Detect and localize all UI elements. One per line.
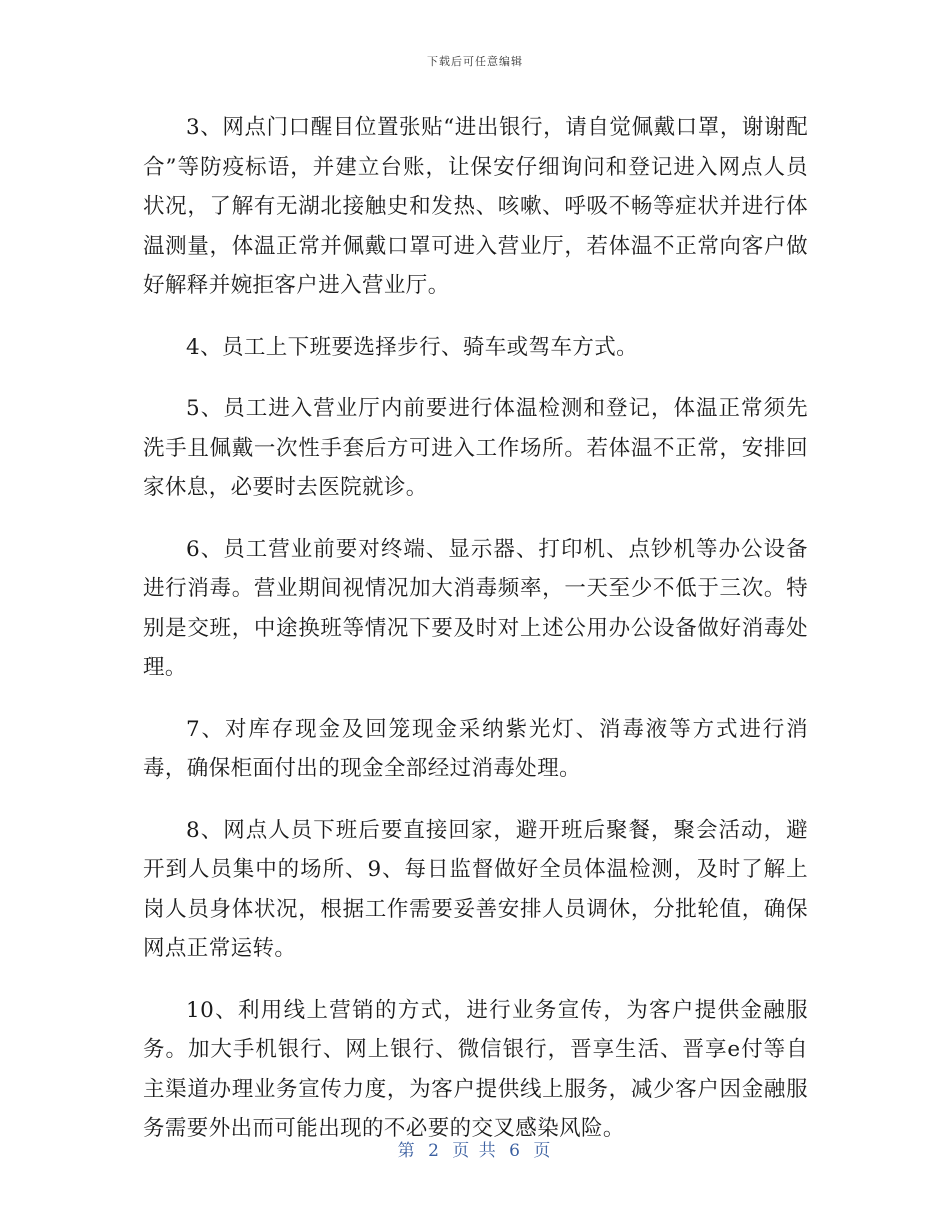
current-page-number: 2 — [428, 1141, 441, 1161]
paragraph-item-10: 10、利用线上营销的方式，进行业务宣传，为客户提供金融服务。加大手机银行、网上银行、微信银行，晋享生活、晋享e付等自主渠道办理业务宣传力度，为客户提供线上服务，减少客户因金融服务需要外出而可能出现的不必要的交叉感染风险。 — [143, 997, 808, 1141]
total-pages-number: 6 — [509, 1141, 522, 1161]
page-header: 下载后可任意编辑 — [427, 55, 523, 68]
document-body — [143, 108, 808, 1171]
footer-middle: 页 共 — [452, 1141, 498, 1161]
footer-suffix: 页 — [533, 1141, 553, 1161]
paragraph-item-3: 3、网点门口醒目位置张贴“进出银行，请自觉佩戴口罩，谢谢配合”等防疫标语，并建立台账，让保安仔细询问和登记进入网点人员状况，了解有无湖北接触史和发热、咳嗽、呼吸不畅等症状并进行体温测量，体温正常并佩戴口罩可进入营业厅，若体温不正常向客户做好解释并婉拒客户进入营业厅。 — [143, 115, 808, 298]
paragraph-item-5: 5、员工进入营业厅内前要进行体温检测和登记，体温正常须先洗手且佩戴一次性手套后方可进入工作场所。若体温不正常，安排回家休息，必要时去医院就诊。 — [143, 396, 808, 500]
paragraph-item-4: 4、员工上下班要选择步行、骑车或驾车方式。 — [186, 334, 639, 360]
paragraph-item-7: 7、对库存现金及回笼现金采纳紫光灯、消毒液等方式进行消毒，确保柜面付出的现金全部经过消毒处理。 — [143, 716, 808, 781]
paragraph-item-8: 8、网点人员下班后要直接回家，避开班后聚餐，聚会活动，避开到人员集中的场所、9、每日监督做好全员体温检测，及时了解上岗人员身体状况，根据工作需要妥善安排人员调休，分批轮值，确保网点正常运转。 — [143, 817, 808, 961]
page-number-footer — [0, 1136, 950, 1161]
paragraph-item-6: 6、员工营业前要对终端、显示器、打印机、点钞机等办公设备进行消毒。营业期间视情况加大消毒频率，一天至少不低于三次。特别是交班，中途换班等情况下要及时对上述公用办公设备做好消毒处理。 — [143, 536, 808, 680]
footer-prefix: 第 — [397, 1141, 417, 1161]
